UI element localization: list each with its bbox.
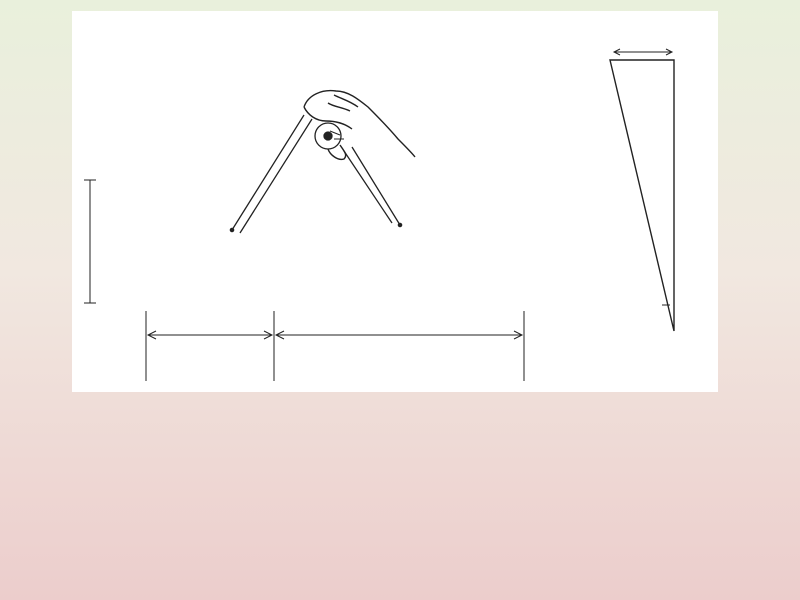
transverse-scale-figure — [72, 11, 718, 392]
transverse-scale-diagram — [84, 91, 524, 381]
triangular-scale-diagram — [610, 49, 674, 331]
triangle-scale — [610, 60, 674, 331]
dividers-compass — [232, 115, 400, 233]
